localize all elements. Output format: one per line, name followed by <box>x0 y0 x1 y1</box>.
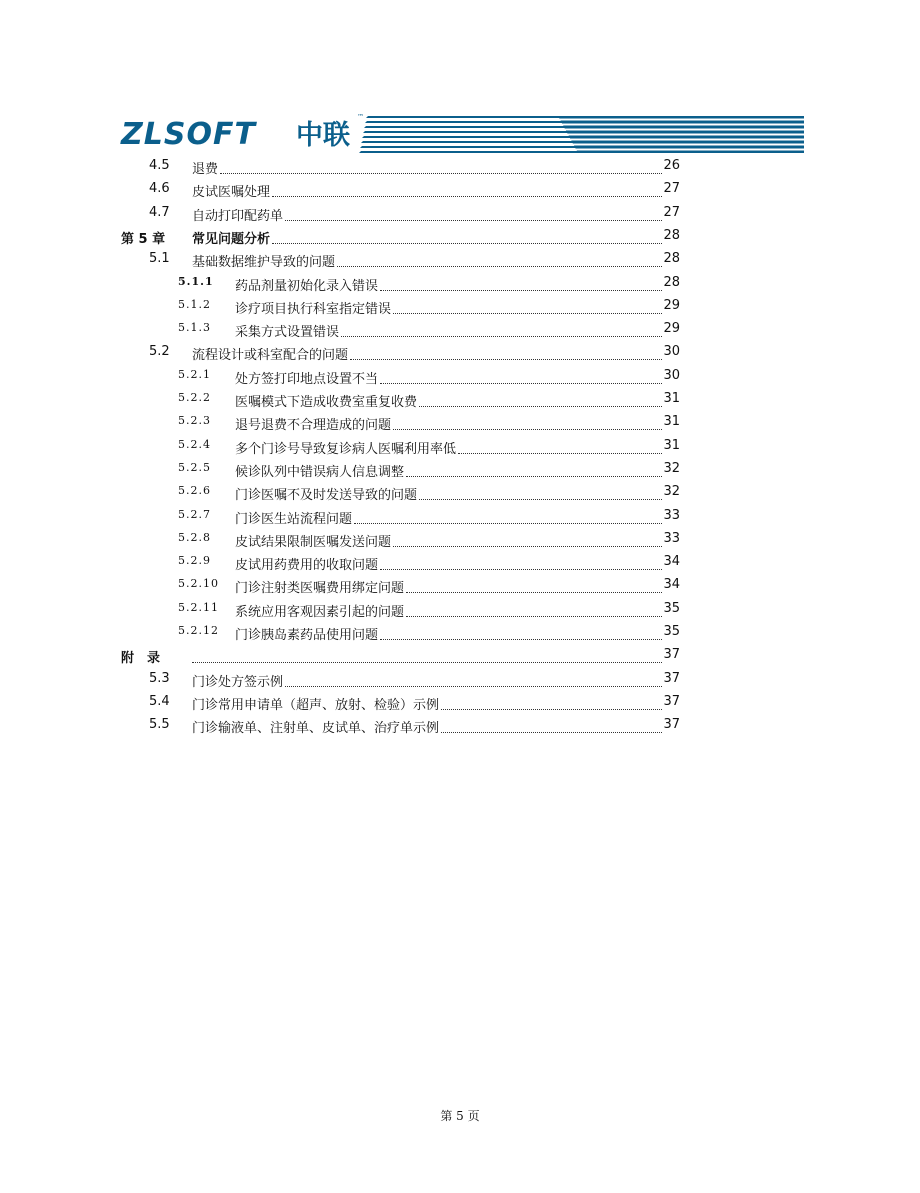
toc-entry-number: 5.2.9 <box>178 554 211 568</box>
toc-entry[interactable] <box>0 671 920 691</box>
toc-entry[interactable] <box>0 694 920 714</box>
toc-leader-dots <box>380 638 662 640</box>
page-number: 第 5 页 <box>440 1109 480 1123</box>
toc-entry-page: 31 <box>663 391 680 406</box>
toc-entry[interactable] <box>0 601 920 621</box>
toc-entry-page: 28 <box>663 274 680 290</box>
toc-leader-dots <box>380 568 662 570</box>
toc-entry-title: 采集方式设置错误 <box>235 325 340 341</box>
toc-entry-page: 30 <box>663 367 680 383</box>
toc-entry-title: 处方签打印地点设置不当 <box>235 371 379 387</box>
toc-entry-number: 5.4 <box>149 693 170 709</box>
toc-entry-title: 基础数据维护导致的问题 <box>192 255 336 271</box>
toc-leader-dots <box>380 289 662 291</box>
toc-leader-dots <box>272 195 662 197</box>
toc-leader-dots <box>393 545 662 547</box>
toc-entry[interactable] <box>0 461 920 481</box>
toc-entry[interactable] <box>0 484 920 504</box>
toc-leader-dots <box>285 219 662 221</box>
toc-entry-title: 皮试医嘱处理 <box>192 185 271 201</box>
toc-entry-page: 29 <box>663 321 680 337</box>
toc-entry[interactable] <box>0 391 920 411</box>
toc-entry[interactable] <box>0 298 920 318</box>
toc-entry-number: 第 5 章 <box>121 231 166 247</box>
toc-leader-dots <box>406 591 662 593</box>
toc-entry-page: 37 <box>663 693 680 709</box>
toc-entry-page: 28 <box>663 227 680 243</box>
toc-leader-dots <box>272 242 662 244</box>
toc-entry-title: 皮试结果限制医嘱发送问题 <box>235 534 392 550</box>
toc-leader-dots <box>419 405 662 407</box>
toc-entry-number: 5.5 <box>149 717 170 733</box>
toc-entry-number: 4.7 <box>149 204 170 220</box>
toc-leader-dots <box>337 265 662 267</box>
toc-entry-page: 32 <box>663 460 680 476</box>
toc-leader-dots <box>393 428 662 430</box>
toc-entry[interactable] <box>0 414 920 434</box>
toc-entry-title: 皮试用药费用的收取问题 <box>235 558 379 574</box>
toc-entry-number: 5.2.6 <box>178 484 211 498</box>
toc-entry-title: 药品剂量初始化录入错误 <box>235 278 379 294</box>
toc-entry-title: 常见问题分析 <box>192 231 271 247</box>
toc-entry[interactable] <box>0 228 920 248</box>
toc-entry-title: 候诊队列中错误病人信息调整 <box>235 464 405 480</box>
logo-text: ZLSOFT <box>121 117 256 152</box>
toc-entry-page: 33 <box>663 507 680 523</box>
toc-leader-dots <box>354 522 662 524</box>
toc-entry-page: 37 <box>663 717 680 733</box>
toc-entry-title: 多个门诊号导致复诊病人医嘱利用率低 <box>235 441 457 457</box>
toc-leader-dots <box>458 452 662 454</box>
logo-chinese: 中联 <box>296 120 350 151</box>
toc-entry[interactable] <box>0 368 920 388</box>
header-stripes-graphic <box>358 113 804 155</box>
toc-entry-number: 5.2.1 <box>178 367 211 381</box>
toc-leader-dots <box>350 358 662 360</box>
toc-entry[interactable] <box>0 158 920 178</box>
toc-entry-title: 自动打印配药单 <box>192 208 284 224</box>
toc-entry-title: 门诊注射类医嘱费用绑定问题 <box>235 581 405 597</box>
toc-entry-page: 37 <box>663 670 680 686</box>
toc-entry[interactable] <box>0 181 920 201</box>
toc-entry[interactable] <box>0 624 920 644</box>
toc-entry[interactable] <box>0 275 920 295</box>
toc-entry-page: 30 <box>663 344 680 360</box>
toc-leader-dots <box>419 498 662 500</box>
toc-entry-number: 5.2 <box>149 344 170 360</box>
trademark-symbol: ™ <box>357 113 364 121</box>
toc-entry-page: 35 <box>663 600 680 616</box>
toc-leader-dots <box>441 731 662 733</box>
toc-entry-number: 5.2.12 <box>178 624 219 637</box>
toc-leader-dots <box>406 615 662 617</box>
toc-entry[interactable] <box>0 251 920 271</box>
toc-entry[interactable] <box>0 205 920 225</box>
toc-leader-dots <box>192 661 662 663</box>
toc-entry-number: 5.2.11 <box>178 600 219 614</box>
toc-entry-title: 退费 <box>192 162 219 177</box>
toc-entry-page: 32 <box>663 484 680 500</box>
toc-entry-number: 5.1.3 <box>178 321 211 335</box>
toc-leader-dots <box>393 312 662 314</box>
toc-leader-dots <box>220 172 662 174</box>
toc-entry-title: 退号退费不合理造成的问题 <box>235 418 392 434</box>
toc-entry-title: 门诊医生站流程问题 <box>235 511 353 527</box>
toc-entry-number: 5.2.5 <box>178 460 211 474</box>
toc-entry-number: 5.2.8 <box>178 530 211 544</box>
toc-entry-number: 4.6 <box>149 181 170 197</box>
toc-entry[interactable] <box>0 344 920 364</box>
toc-entry-number: 5.2.2 <box>178 391 211 404</box>
toc-entry-title: 门诊医嘱不及时发送导致的问题 <box>235 488 418 504</box>
toc-entry-number: 5.2.10 <box>178 577 219 591</box>
toc-entry-number: 5.3 <box>149 670 170 686</box>
toc-entry-number: 5.1.1 <box>178 274 214 288</box>
toc-entry[interactable] <box>0 577 920 597</box>
toc-entry-page: 31 <box>663 414 680 430</box>
toc-leader-dots <box>380 382 662 384</box>
toc-entry-number: 5.1.2 <box>178 297 211 311</box>
toc-entry-page: 29 <box>663 297 680 313</box>
toc-entry-title: 医嘱模式下造成收费室重复收费 <box>235 395 418 410</box>
toc-entry-title: 门诊胰岛素药品使用问题 <box>235 628 379 643</box>
toc-entry[interactable] <box>0 438 920 458</box>
toc-entry-number: 5.1 <box>149 251 170 267</box>
toc-entry[interactable] <box>0 647 920 667</box>
toc-leader-dots <box>441 708 662 710</box>
toc-entry-title: 系统应用客观因素引起的问题 <box>235 604 405 620</box>
toc-entry-page: 31 <box>663 437 680 453</box>
toc-leader-dots <box>285 685 662 687</box>
toc-entry-page: 34 <box>663 554 680 570</box>
toc-entry-title: 门诊输液单、注射单、皮试单、治疗单示例 <box>192 721 440 737</box>
toc-entry[interactable] <box>0 508 920 528</box>
toc-entry-number: 5.2.7 <box>178 507 211 521</box>
toc-entry-page: 34 <box>663 577 680 593</box>
toc-entry-title: 诊疗项目执行科室指定错误 <box>235 301 392 317</box>
toc-entry-page: 35 <box>663 624 680 639</box>
toc-entry-number: 5.2.3 <box>178 414 211 428</box>
toc-entry-title: 流程设计或科室配合的问题 <box>192 348 349 364</box>
toc-entry-page: 28 <box>663 251 680 267</box>
toc-entry-page: 27 <box>663 181 680 197</box>
toc-entry-page: 37 <box>663 647 680 663</box>
toc-leader-dots <box>341 335 662 337</box>
toc-entry-page: 26 <box>663 158 680 173</box>
toc-entry-number: 5.2.4 <box>178 437 211 451</box>
toc-entry-page: 33 <box>663 530 680 546</box>
toc-entry-number: 附 录 <box>121 651 161 667</box>
toc-entry[interactable] <box>0 717 920 737</box>
toc-entry[interactable] <box>0 554 920 574</box>
toc-leader-dots <box>406 475 662 477</box>
toc-entry-number: 4.5 <box>149 158 170 173</box>
toc-entry[interactable] <box>0 321 920 341</box>
toc-entry-title: 门诊处方签示例 <box>192 674 284 690</box>
toc-entry[interactable] <box>0 531 920 551</box>
toc-entry-title: 门诊常用申请单（超声、放射、检验）示例 <box>192 697 440 713</box>
toc-entry-page: 27 <box>663 204 680 220</box>
